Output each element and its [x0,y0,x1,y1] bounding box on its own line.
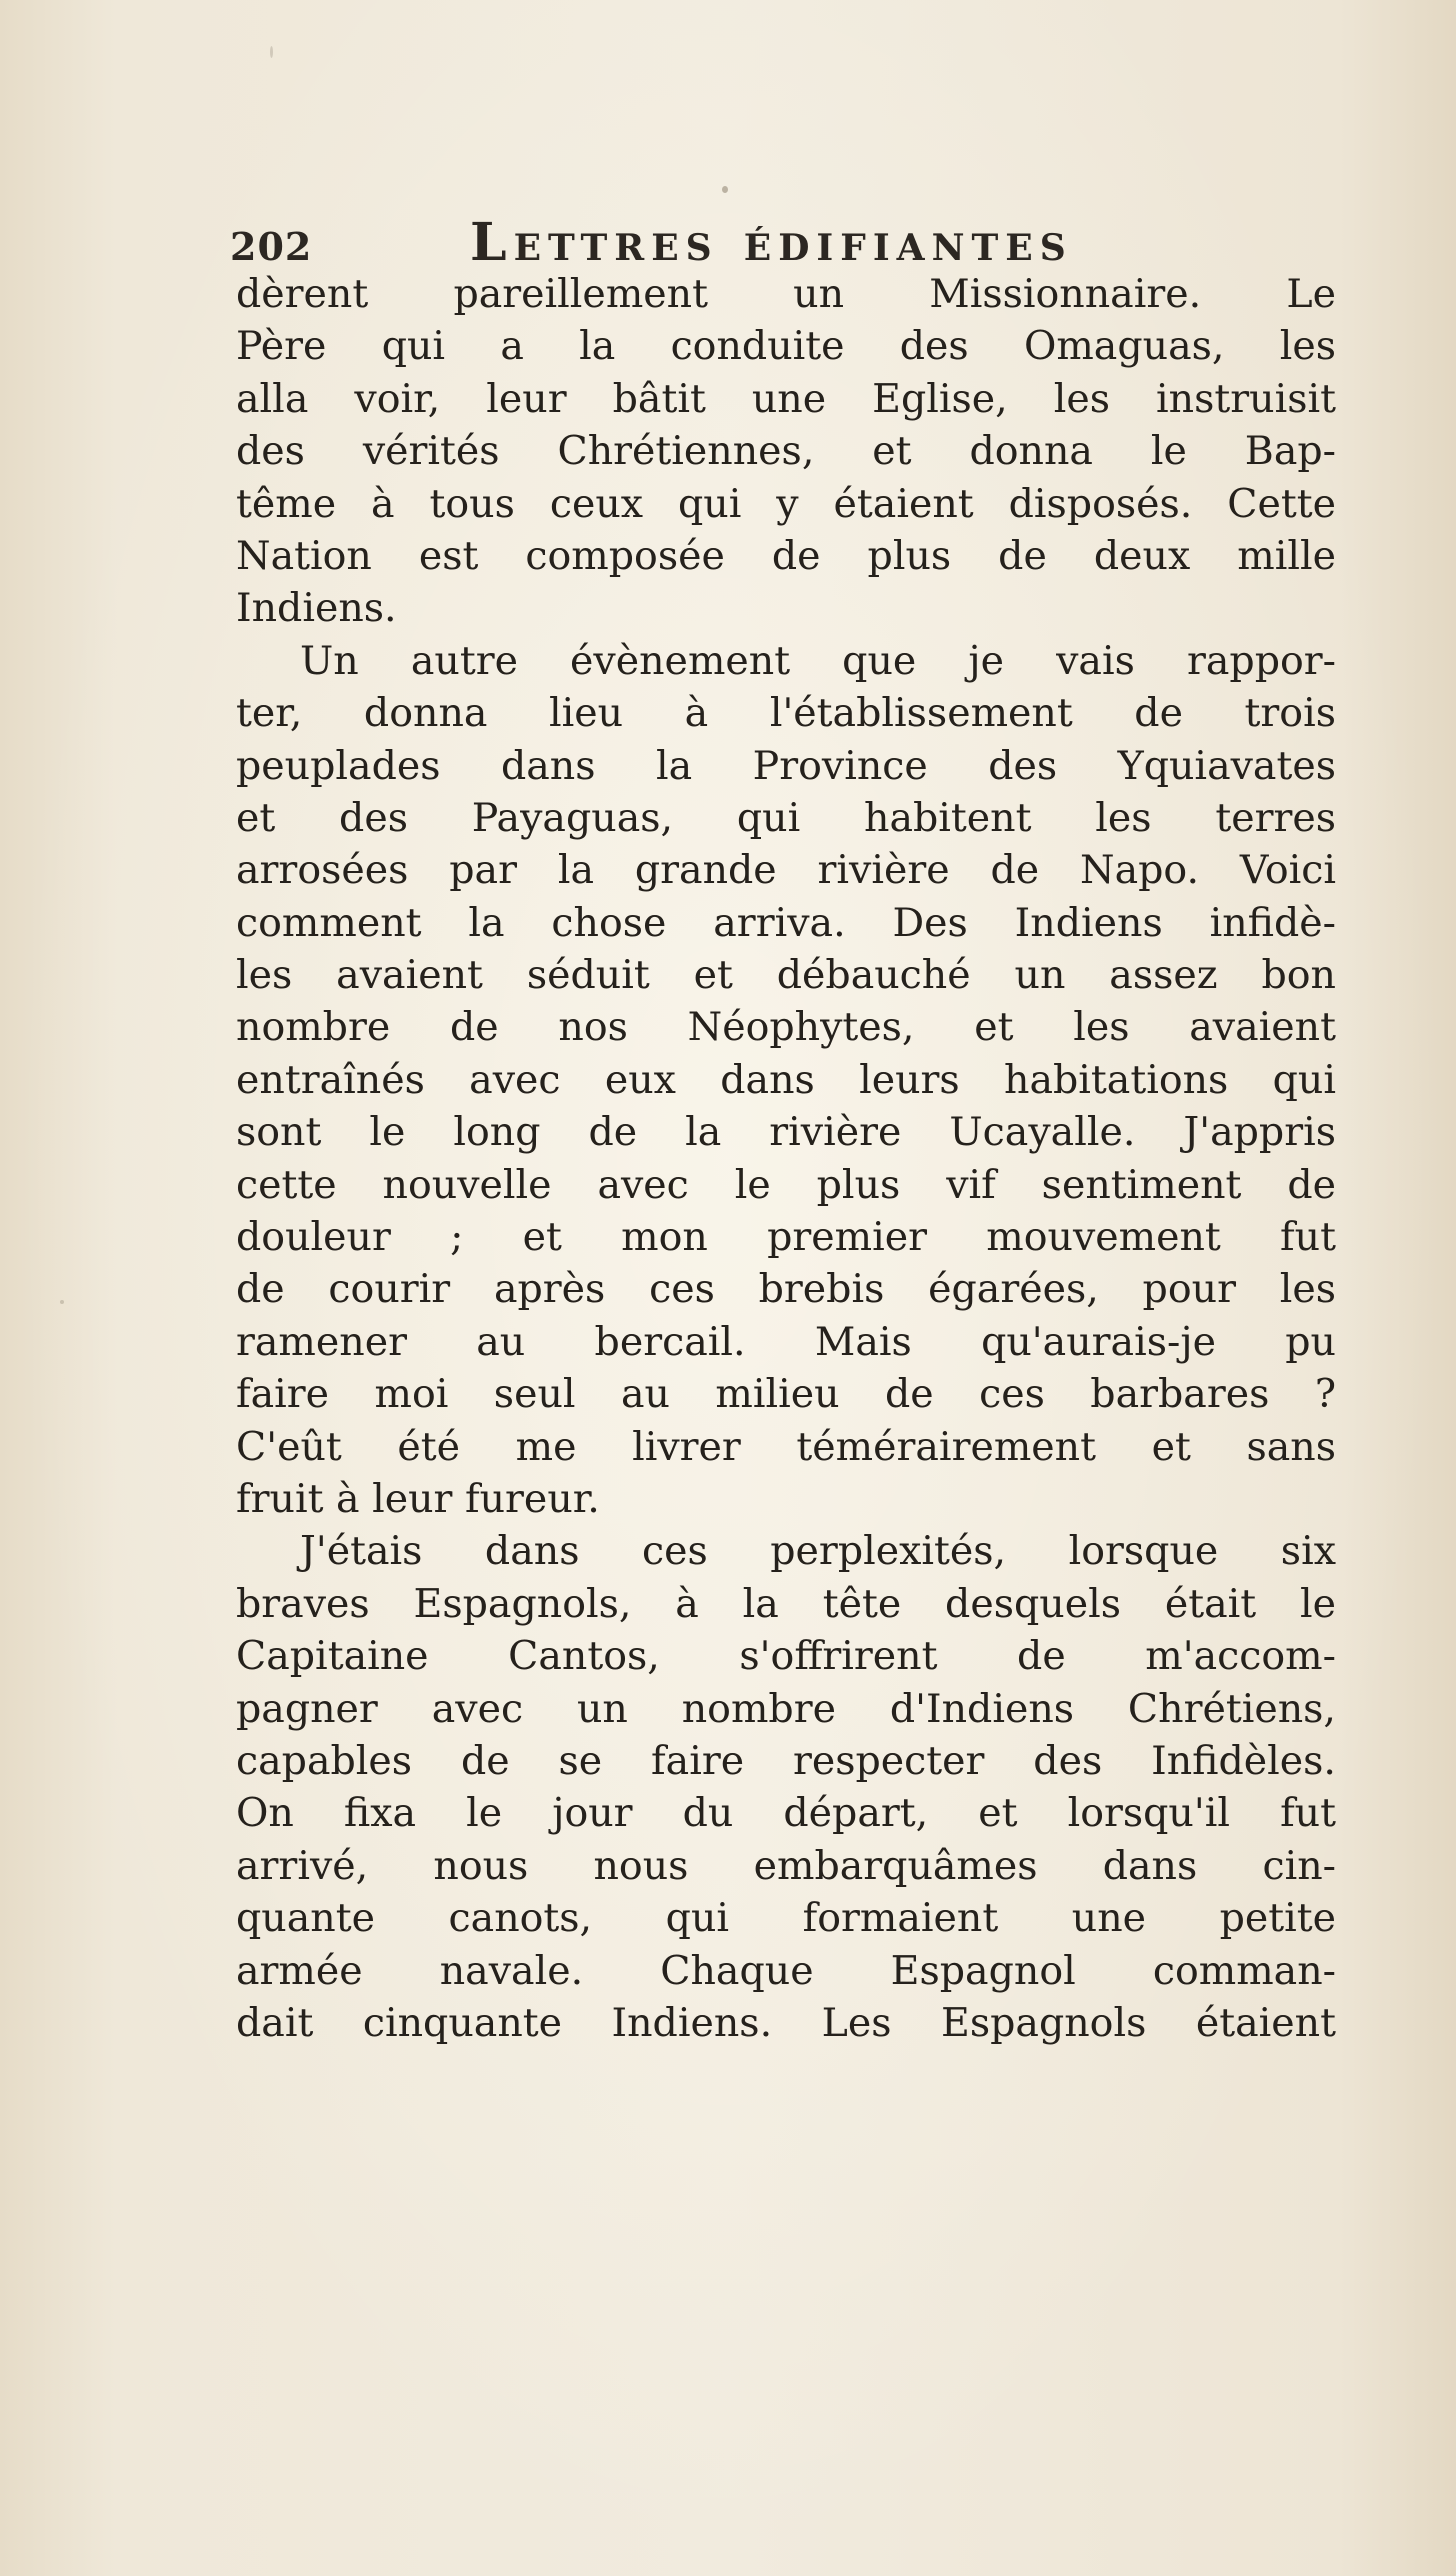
text-line: cette nouvelle avec le plus vif sentiment de [236,1161,1336,1208]
text-line: des vérités Chrétiennes, et donna le Bap- [236,428,1336,475]
text-line: ter, donna lieu à l'établissement de trois [236,690,1336,737]
text-line: Capitaine Cantos, s'offrirent de m'accom- [236,1633,1336,1680]
text-line: nombre de nos Néophytes, et les avaient [236,1004,1336,1051]
text-line: dèrent pareillement un Missionnaire. Le [236,271,1336,317]
body-text [236,268,1336,2049]
text-line: arrivé, nous nous embarquâmes dans cin- [236,1842,1336,1889]
text-line: arrosées par la grande rivière de Napo. Voici [236,847,1336,894]
text-line: dait cinquante Indiens. Les Espagnols étaient [236,1999,1336,2046]
text-line: les avaient séduit et débauché un assez bon [236,952,1336,999]
text-line: douleur ; et mon premier mouvement fut [236,1214,1336,1261]
text-line: fruit à leur fureur. [236,1475,600,1522]
text-line: armée navale. Chaque Espagnol comman- [236,1947,1336,1994]
text-line: Indiens. [236,585,397,632]
text-line: Père qui a la conduite des Omaguas, les [236,323,1336,370]
text-line: braves Espagnols, à la tête desquels était le [236,1580,1336,1627]
text-line: peuplades dans la Province des Yquiavates [236,742,1336,789]
text-line: comment la chose arriva. Des Indiens infidè- [236,899,1336,946]
text-line: On fixa le jour du départ, et lorsqu'il fut [236,1790,1336,1837]
text-line: tême à tous ceux qui y étaient disposés. Cette [236,480,1336,527]
text-line: J'étais dans ces perplexités, lorsque six [300,1528,1336,1575]
paper-speck [722,186,728,193]
text-line: sont le long de la rivière Ucayalle. J'appris [236,1109,1336,1156]
text-line: Nation est composée de plus de deux mille [236,532,1336,579]
text-line: Un autre évènement que je vais rappor- [300,637,1336,684]
text-line: C'eût été me livrer témérairement et sans [236,1423,1336,1470]
text-line: faire moi seul au milieu de ces barbares ? [236,1371,1336,1418]
text-line: et des Payaguas, qui habitent les terres [236,794,1336,841]
text-line: capables de se faire respecter des Infidèles. [236,1737,1336,1784]
running-title: Lettres édifiantes [470,212,1073,273]
paper-speck [60,1300,64,1304]
running-header [230,212,1230,272]
text-line: de courir après ces brebis égarées, pour les [236,1266,1336,1313]
page-number: 202 [230,224,313,269]
paper-speck [270,46,273,58]
text-line: entraînés avec eux dans leurs habitations qui [236,1056,1336,1103]
text-line: pagner avec un nombre d'Indiens Chrétiens, [236,1685,1336,1732]
text-line: quante canots, qui formaient une petite [236,1895,1336,1942]
text-line: alla voir, leur bâtit une Eglise, les instruisit [236,375,1336,422]
text-line: ramener au bercail. Mais qu'aurais-je pu [236,1318,1336,1365]
